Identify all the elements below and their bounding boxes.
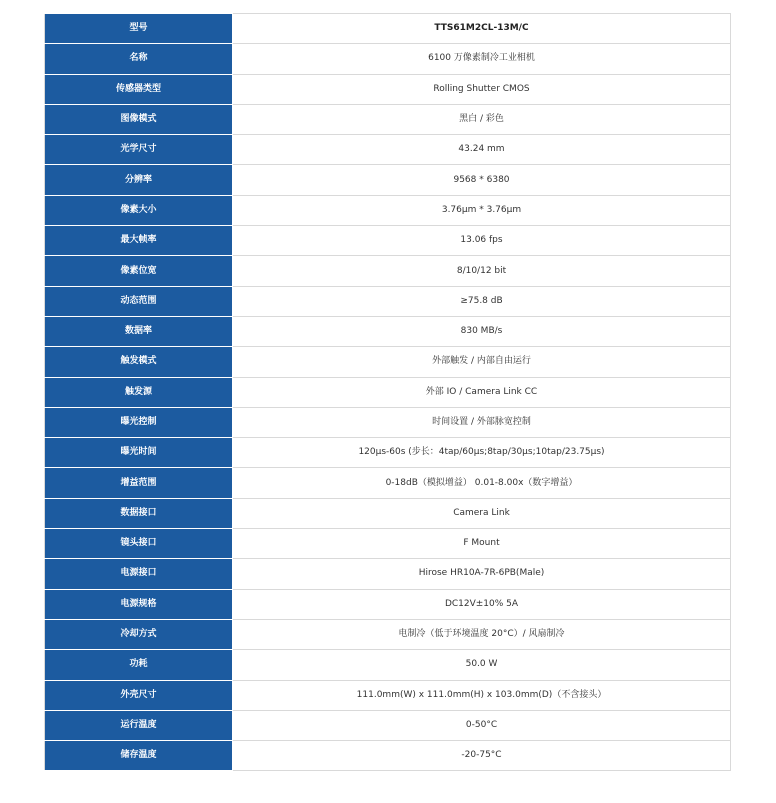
spec-row (45, 195, 731, 225)
spec-value: 3.76μm * 3.76μm (233, 195, 731, 225)
spec-row (45, 74, 731, 104)
spec-label: 图像模式 (45, 104, 233, 134)
spec-value: Camera Link (233, 498, 731, 528)
spec-label: 镜头接口 (45, 529, 233, 559)
spec-table-body (45, 14, 731, 771)
spec-row (45, 589, 731, 619)
spec-label: 储存温度 (45, 741, 233, 771)
spec-label: 分辨率 (45, 165, 233, 195)
spec-value: 电制冷（低于环境温度 20°C）/ 风扇制冷 (233, 619, 731, 649)
spec-label: 外壳尺寸 (45, 680, 233, 710)
spec-value: 外部触发 / 内部自由运行 (233, 347, 731, 377)
spec-label: 像素大小 (45, 195, 233, 225)
spec-row (45, 680, 731, 710)
spec-label: 数据率 (45, 316, 233, 346)
spec-value: 830 MB/s (233, 316, 731, 346)
spec-label: 电源接口 (45, 559, 233, 589)
spec-value: -20-75°C (233, 741, 731, 771)
spec-value: 时间设置 / 外部脉宽控制 (233, 407, 731, 437)
spec-label: 数据接口 (45, 498, 233, 528)
spec-label: 冷却方式 (45, 619, 233, 649)
spec-label: 传感器类型 (45, 74, 233, 104)
spec-value: F Mount (233, 529, 731, 559)
spec-value: TTS61M2CL-13M/C (233, 14, 731, 44)
spec-row (45, 650, 731, 680)
spec-label: 最大帧率 (45, 226, 233, 256)
spec-row (45, 347, 731, 377)
spec-row (45, 468, 731, 498)
spec-value: 9568 * 6380 (233, 165, 731, 195)
spec-row (45, 529, 731, 559)
spec-label: 名称 (45, 44, 233, 74)
spec-label: 曝光时间 (45, 438, 233, 468)
spec-row (45, 316, 731, 346)
spec-label: 电源规格 (45, 589, 233, 619)
spec-value: Rolling Shutter CMOS (233, 74, 731, 104)
spec-row (45, 135, 731, 165)
spec-value: 黑白 / 彩色 (233, 104, 731, 134)
spec-row (45, 286, 731, 316)
spec-table (44, 13, 731, 771)
spec-value: Hirose HR10A-7R-6PB(Male) (233, 559, 731, 589)
spec-label: 增益范围 (45, 468, 233, 498)
spec-row (45, 438, 731, 468)
spec-label: 触发源 (45, 377, 233, 407)
spec-row (45, 226, 731, 256)
spec-row (45, 559, 731, 589)
spec-label: 型号 (45, 14, 233, 44)
spec-row (45, 619, 731, 649)
spec-value: 13.06 fps (233, 226, 731, 256)
spec-value: 0-18dB（模拟增益） 0.01-8.00x（数字增益） (233, 468, 731, 498)
spec-row (45, 44, 731, 74)
spec-value: 6100 万像素制冷工业相机 (233, 44, 731, 74)
spec-value: 8/10/12 bit (233, 256, 731, 286)
spec-value: DC12V±10% 5A (233, 589, 731, 619)
spec-row (45, 498, 731, 528)
spec-label: 触发模式 (45, 347, 233, 377)
spec-label: 光学尺寸 (45, 135, 233, 165)
spec-row (45, 104, 731, 134)
spec-row (45, 14, 731, 44)
spec-label: 功耗 (45, 650, 233, 680)
spec-value: 43.24 mm (233, 135, 731, 165)
spec-value: 111.0mm(W) x 111.0mm(H) x 103.0mm(D)（不含接头） (233, 680, 731, 710)
spec-row (45, 165, 731, 195)
spec-value: 120μs-60s (步长：4tap/60μs;8tap/30μs;10tap/23.75μs) (233, 438, 731, 468)
spec-row (45, 377, 731, 407)
spec-row (45, 407, 731, 437)
spec-row (45, 256, 731, 286)
spec-label: 动态范围 (45, 286, 233, 316)
spec-value: 0-50°C (233, 710, 731, 740)
spec-label: 运行温度 (45, 710, 233, 740)
spec-value: ≥75.8 dB (233, 286, 731, 316)
spec-row (45, 710, 731, 740)
spec-value: 50.0 W (233, 650, 731, 680)
spec-label: 曝光控制 (45, 407, 233, 437)
spec-row (45, 741, 731, 771)
spec-label: 像素位宽 (45, 256, 233, 286)
spec-value: 外部 IO / Camera Link CC (233, 377, 731, 407)
